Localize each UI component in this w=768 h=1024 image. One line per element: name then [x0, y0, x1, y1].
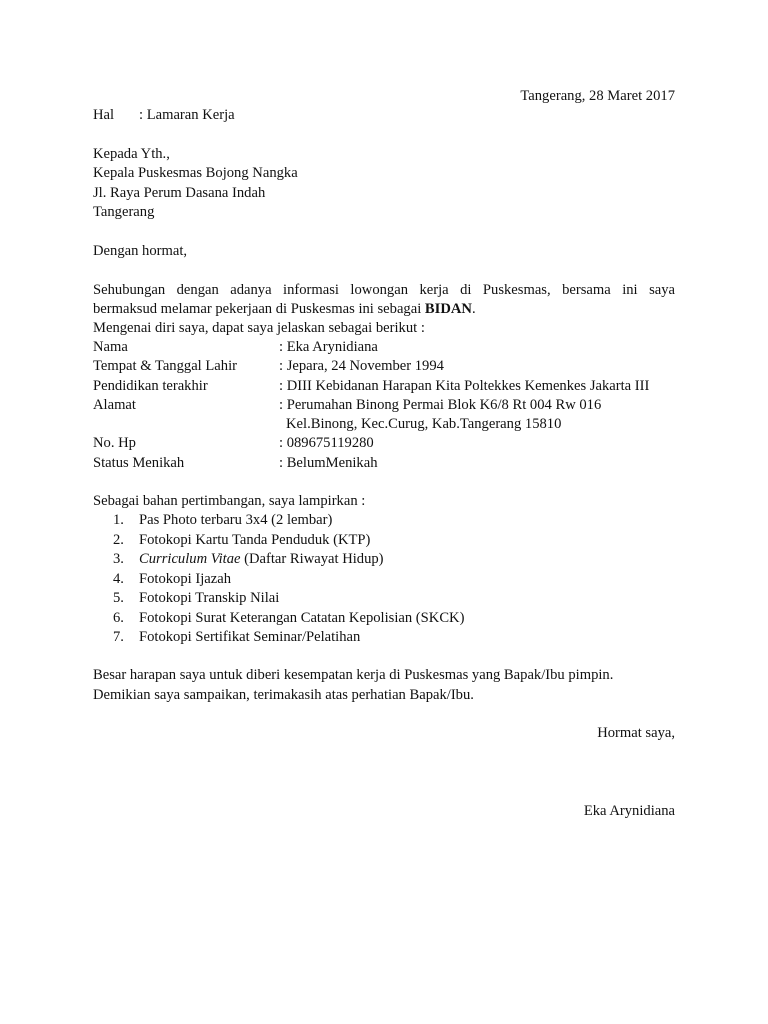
list-number: 5. — [113, 590, 124, 606]
list-item — [113, 550, 464, 570]
list-text: Fotokopi Transkip Nilai — [139, 590, 280, 606]
list-item — [113, 609, 464, 629]
field-label: Tempat & Tanggal Lahir — [93, 358, 237, 374]
salutation: Dengan hormat, — [93, 243, 188, 259]
field-label: Alamat — [93, 397, 136, 413]
field-row-education — [93, 377, 649, 397]
list-item — [113, 589, 464, 609]
list-number: 7. — [113, 629, 124, 645]
list-text: (Daftar Riwayat Hidup) — [240, 551, 384, 567]
list-number: 4. — [113, 570, 124, 587]
list-item — [113, 531, 464, 551]
field-row-birth — [93, 357, 444, 377]
field-label: No. Hp — [93, 435, 136, 451]
list-number: 3. — [113, 551, 124, 567]
field-value: : Jepara, 24 November 1994 — [279, 358, 444, 374]
recipient-city: Tangerang — [93, 204, 155, 220]
list-item — [113, 628, 464, 648]
subject-label: Hal — [93, 107, 115, 123]
intro-text: bermaksud melamar pekerjaan di Puskesmas ini sebagai — [93, 301, 425, 317]
field-row-name — [93, 338, 378, 358]
field-label: Status Menikah — [93, 455, 185, 471]
field-row-address — [93, 396, 601, 416]
list-item — [113, 511, 464, 531]
self-intro: Mengenai diri saya, dapat saya jelaskan sebagai berikut : — [93, 320, 425, 336]
field-label: Pendidikan terakhir — [93, 378, 208, 394]
address-continuation: Kel.Binong, Kec.Curug, Kab.Tangerang 15810 — [286, 416, 562, 432]
list-text: Pas Photo terbaru 3x4 (2 lembar) — [139, 512, 333, 528]
attachments-list — [113, 511, 464, 648]
list-number: 2. — [113, 531, 124, 548]
recipient-greeting: Kepada Yth., — [93, 146, 170, 162]
field-row-phone — [93, 434, 374, 454]
field-value: : Perumahan Binong Permai Blok K6/8 Rt 004 Rw 016 — [279, 397, 602, 413]
list-text: Fotokopi Sertifikat Seminar/Pelatihan — [139, 629, 361, 645]
list-text: Fotokopi Ijazah — [139, 570, 232, 587]
subject-line — [93, 106, 235, 126]
list-number: 6. — [113, 609, 124, 626]
attachments-intro: Sebagai bahan pertimbangan, saya lampirkan : — [93, 493, 366, 509]
subject-value: : Lamaran Kerja — [139, 107, 235, 123]
recipient-street: Jl. Raya Perum Dasana Indah — [93, 185, 266, 201]
recipient-title: Kepala Puskesmas Bojong Nangka — [93, 165, 298, 181]
list-text: Fotokopi Surat Keterangan Catatan Kepolisian (SKCK) — [139, 609, 465, 626]
intro-period: . — [471, 301, 476, 317]
list-text-italic: Curriculum Vitae — [139, 551, 241, 567]
list-item — [113, 570, 464, 590]
place-date: Tangerang, 28 Maret 2017 — [520, 88, 675, 104]
intro-position: BIDAN — [424, 301, 472, 317]
field-value: : DIII Kebidanan Harapan Kita Poltekkes Kemenkes Jakarta III — [279, 378, 650, 394]
closing-line-1: Besar harapan saya untuk diberi kesempatan kerja di Puskesmas yang Bapak/Ibu pimpin. — [93, 667, 614, 683]
field-value: : 089675119280 — [279, 435, 374, 451]
list-number: 1. — [113, 512, 124, 528]
signer-name: Eka Arynidiana — [583, 803, 675, 819]
field-label: Nama — [93, 339, 128, 355]
sign-off: Hormat saya, — [597, 725, 675, 741]
field-row-marital — [93, 454, 378, 474]
list-text: Fotokopi Kartu Tanda Penduduk (KTP) — [139, 531, 371, 548]
field-value: : Eka Arynidiana — [279, 339, 378, 355]
field-value: : BelumMenikah — [279, 455, 378, 471]
intro-line-2 — [93, 300, 476, 320]
intro-line-1: Sehubungan dengan adanya informasi lowongan kerja di Puskesmas, bersama ini saya — [93, 282, 675, 298]
closing-line-2: Demikian saya sampaikan, terimakasih atas perhatian Bapak/Ibu. — [93, 687, 474, 703]
